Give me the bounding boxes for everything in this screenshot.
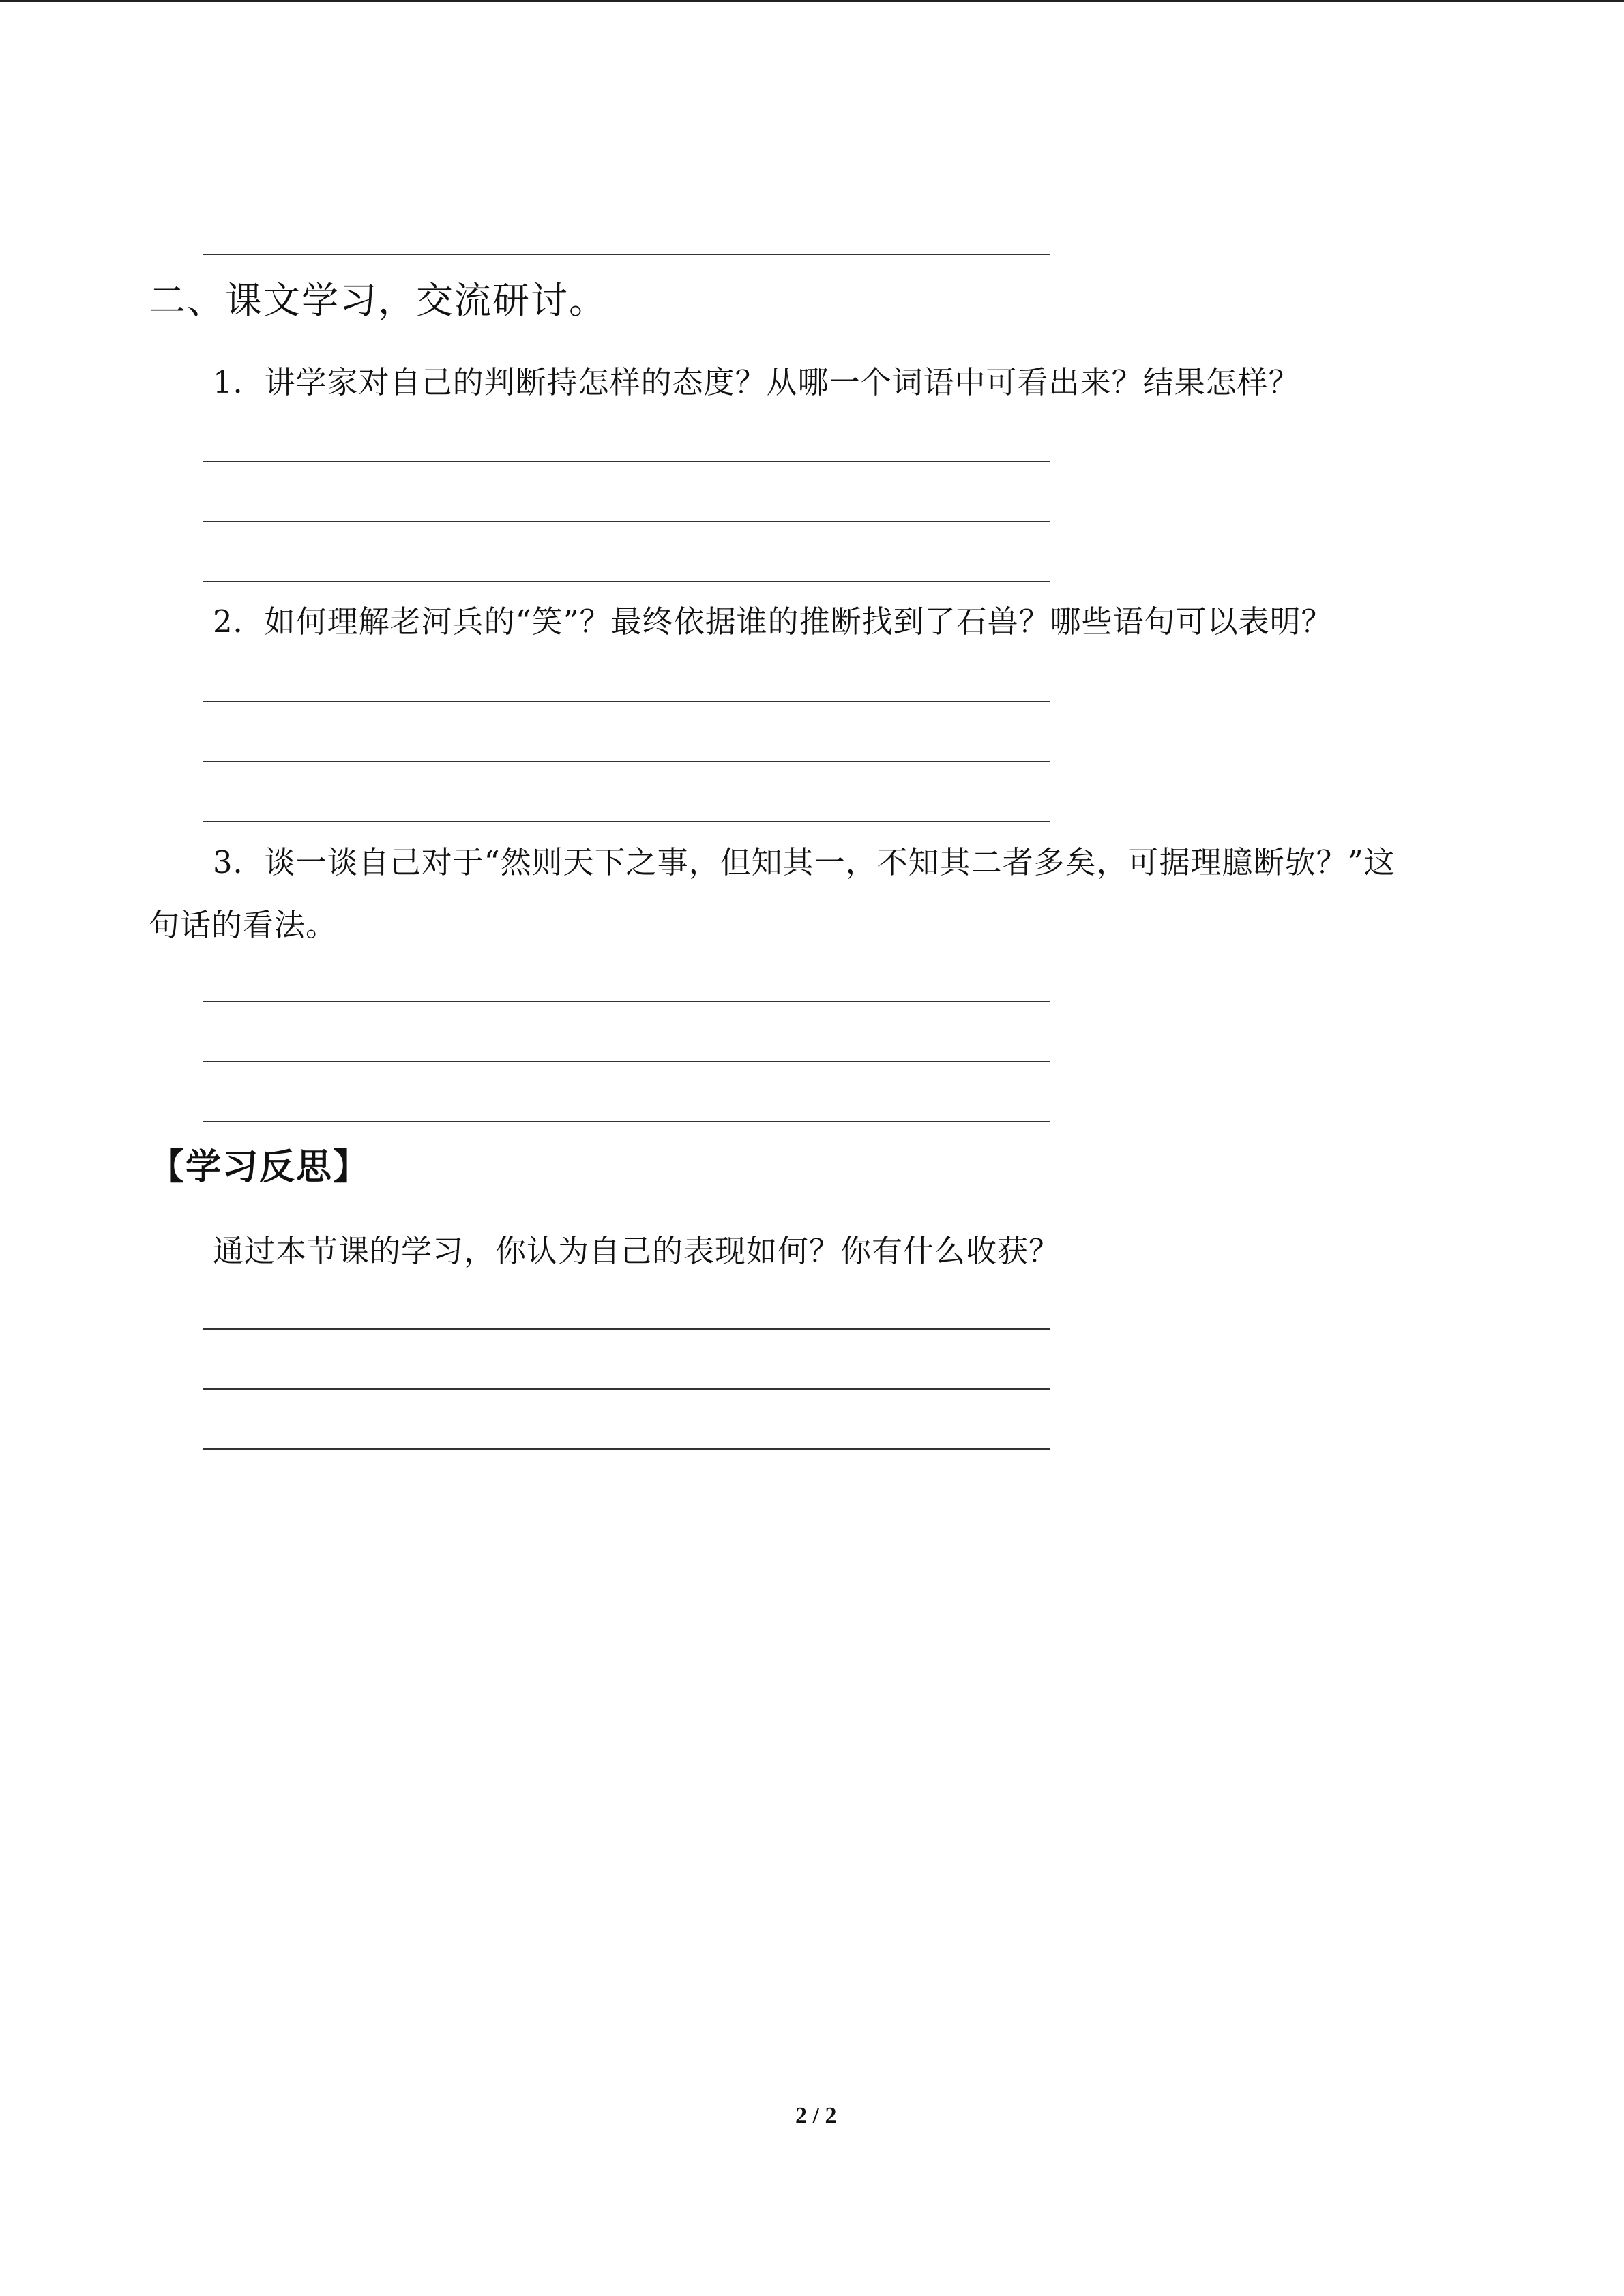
page-top-border bbox=[0, 0, 1624, 2]
answer-line[interactable] bbox=[203, 1061, 1050, 1062]
reflection-prompt: 通过本节课的学习，你认为自己的表现如何？你有什么收获？ bbox=[213, 1233, 1061, 1269]
answer-line[interactable] bbox=[203, 461, 1050, 462]
answer-line[interactable] bbox=[203, 1001, 1050, 1002]
page-number: 2 / 2 bbox=[795, 2103, 837, 2128]
answer-line[interactable] bbox=[203, 521, 1050, 522]
answer-line[interactable] bbox=[203, 821, 1050, 822]
answer-line[interactable] bbox=[203, 254, 1050, 255]
question-3-line-1: 3．谈一谈自己对于“然则天下之事，但知其一，不知其二者多矣，可据理臆断欤？”这 bbox=[213, 844, 1396, 880]
question-1: 1．讲学家对自己的判断持怎样的态度？从哪一个词语中可看出来？结果怎样？ bbox=[213, 364, 1300, 400]
answer-line[interactable] bbox=[203, 1121, 1050, 1122]
answer-line[interactable] bbox=[203, 1328, 1050, 1330]
answer-line[interactable] bbox=[203, 1448, 1050, 1450]
reflection-heading: 【学习反思】 bbox=[149, 1147, 370, 1188]
section-heading: 二、课文学习，交流研讨。 bbox=[149, 279, 607, 322]
answer-line[interactable] bbox=[203, 761, 1050, 762]
question-2: 2．如何理解老河兵的“笑”？最终依据谁的推断找到了石兽？哪些语句可以表明？ bbox=[213, 603, 1333, 640]
answer-line[interactable] bbox=[203, 701, 1050, 702]
answer-line[interactable] bbox=[203, 581, 1050, 582]
answer-line[interactable] bbox=[203, 1388, 1050, 1390]
question-3-line-2: 句话的看法。 bbox=[149, 907, 338, 943]
